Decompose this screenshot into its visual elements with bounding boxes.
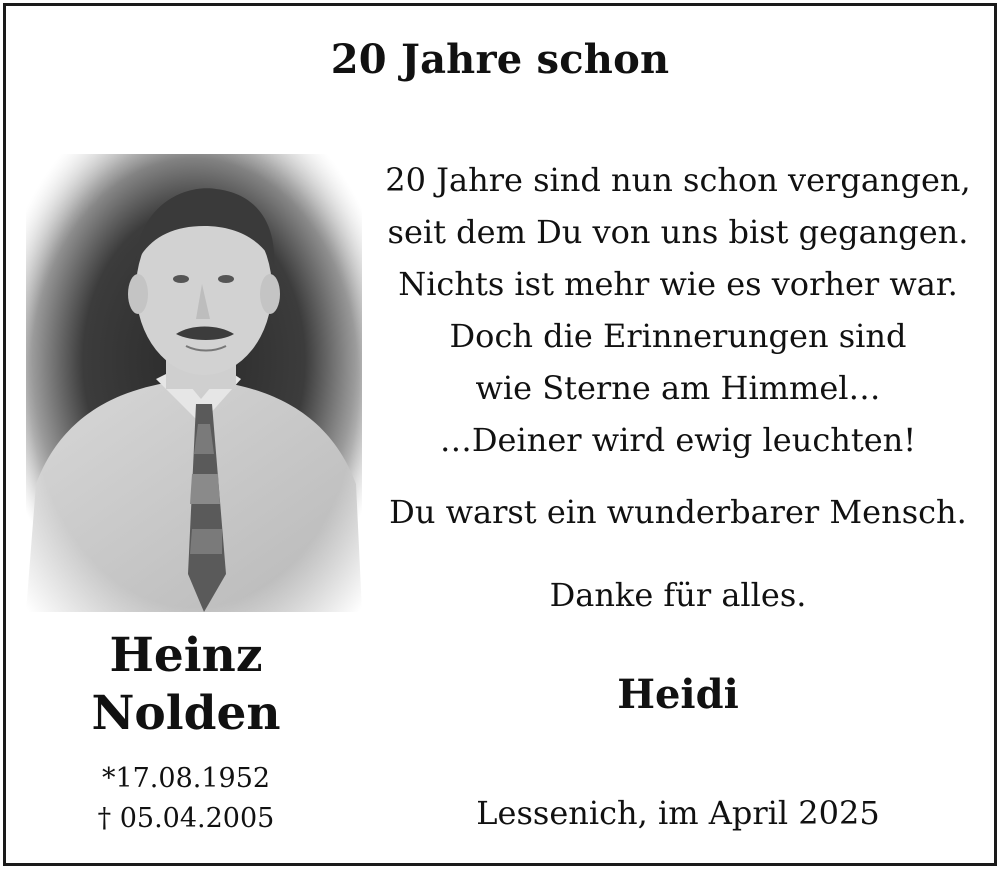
death-date: † 05.04.2005 xyxy=(97,803,275,834)
thanks-line: Danke für alles. xyxy=(549,576,807,614)
deceased-first-name: Heinz xyxy=(109,628,263,683)
poem-line: Doch die Erinnerungen sind xyxy=(449,317,907,355)
closing-line: Du warst ein wunderbarer Mensch. xyxy=(389,493,967,531)
notice-heading: 20 Jahre schon xyxy=(330,36,670,83)
birth-date: *17.08.1952 xyxy=(101,763,271,794)
portrait-photo xyxy=(26,154,362,612)
poem-line: seit dem Du von uns bist gegangen. xyxy=(387,213,969,251)
poem-line: wie Sterne am Himmel… xyxy=(475,369,881,407)
obituary-frame xyxy=(3,3,997,866)
place-date: Lessenich, im April 2025 xyxy=(476,794,880,832)
poem-line: …Deiner wird ewig leuchten! xyxy=(439,421,917,459)
signer-name: Heidi xyxy=(617,671,739,718)
poem-line: Nichts ist mehr wie es vorher war. xyxy=(398,265,958,303)
poem-line: 20 Jahre sind nun schon vergangen, xyxy=(385,161,971,199)
memorial-poem xyxy=(378,154,978,466)
deceased-last-name: Nolden xyxy=(91,686,281,741)
